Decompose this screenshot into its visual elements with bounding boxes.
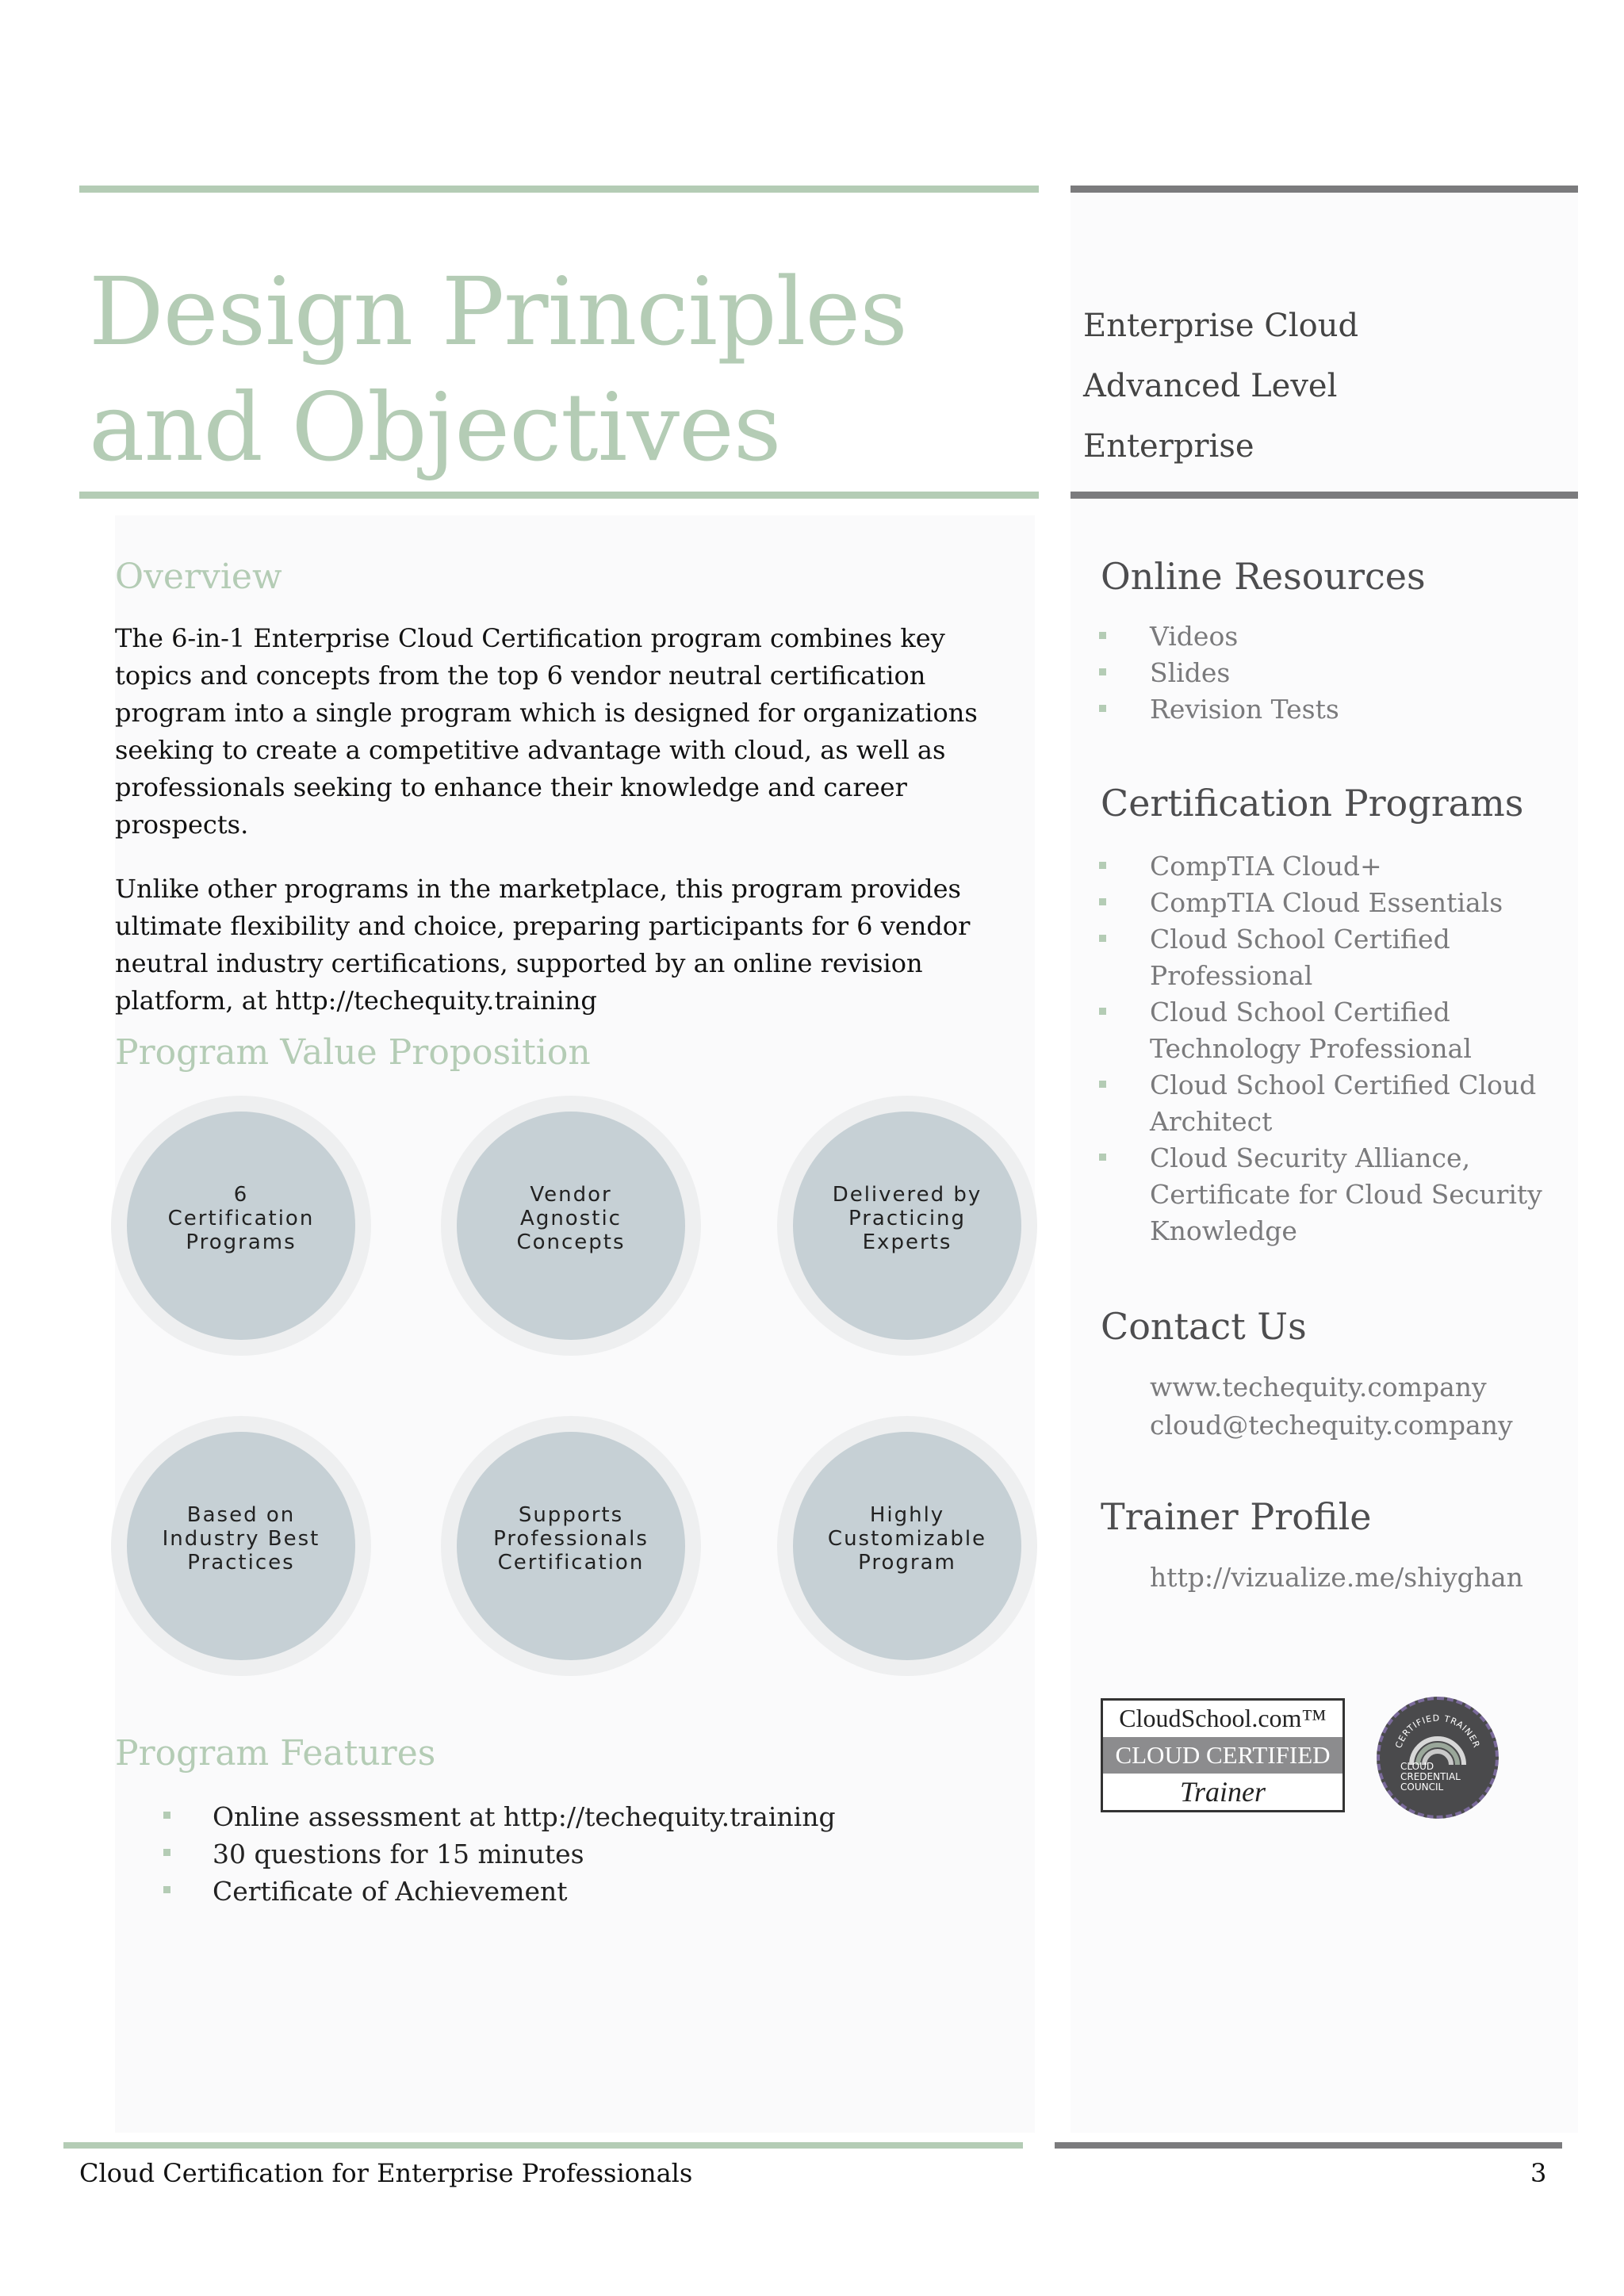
online-resources-list: [1099, 618, 1543, 728]
bullet-icon: [1099, 898, 1106, 905]
list-item-label: Online assessment at http://techequity.training: [213, 1801, 836, 1832]
value-circle-label: Highly Customizable Program: [827, 1503, 987, 1575]
overview-paragraph: The 6-in-1 Enterprise Cloud Certification program combines key topics and concepts from the top 6 vendor neutral certification program into a single program which is designed for organizations seeking to create a competitive advantage with cloud, as well as professionals seeking to enhance their knowledge and career prospects.: [115, 623, 978, 840]
trainer-profile-heading: Trainer Profile: [1101, 1495, 1372, 1538]
list-item: [1099, 921, 1543, 994]
bullet-icon: [1099, 862, 1106, 869]
value-circle: [111, 1096, 371, 1356]
program-features-list: [163, 1798, 996, 1910]
value-circle: [441, 1416, 701, 1676]
bullet-icon: [163, 1812, 170, 1819]
badge-brand: CloudSchool.com™: [1119, 1704, 1327, 1732]
bullet-icon: [1099, 1154, 1106, 1161]
list-item-label: Videos: [1150, 621, 1239, 652]
title-rule-green: [79, 492, 1039, 499]
meta-item: Enterprise: [1083, 428, 1254, 465]
value-circle-label: Vendor Agnostic Concepts: [516, 1183, 626, 1254]
list-item: [1099, 885, 1543, 921]
online-resources-heading: Online Resources: [1101, 555, 1426, 598]
trainer-profile-link[interactable]: http://vizualize.me/shiyghan: [1150, 1562, 1523, 1593]
value-circle: [441, 1096, 701, 1356]
certification-programs-heading: Certification Programs: [1101, 782, 1524, 825]
footer-title: Cloud Certification for Enterprise Professionals: [79, 2158, 693, 2188]
seal-text: CLOUD CREDENTIAL COUNCIL: [1400, 1761, 1461, 1793]
footer-rule-grey: [1055, 2142, 1562, 2149]
list-item: [1099, 1140, 1543, 1249]
seal-ring-label: CERTIFIED TRAINER: [1393, 1712, 1482, 1750]
overview-paragraph: Unlike other programs in the marketplace, this program provides ultimate flexibility and choice, preparing participants for 6 vendor neutral industry certifications, supported by an online revision platform, at http://techequity.training: [115, 874, 971, 1016]
list-item: [163, 1835, 996, 1873]
meta-item: Enterprise Cloud: [1083, 308, 1359, 344]
value-circle-label: 6 Certification Programs: [167, 1183, 315, 1254]
bullet-icon: [1099, 632, 1106, 639]
list-item: [1099, 848, 1543, 885]
bullet-icon: [1099, 668, 1106, 675]
list-item-label: Cloud School Certified Cloud Architect: [1150, 1070, 1537, 1137]
value-circle: [777, 1096, 1037, 1356]
bullet-icon: [1099, 705, 1106, 712]
meta-rule-grey: [1071, 492, 1578, 499]
badge-role: Trainer: [1179, 1776, 1266, 1808]
value-proposition-heading: Program Value Proposition: [115, 1032, 591, 1073]
page-title-line2: and Objectives: [89, 373, 781, 482]
list-item-label: Revision Tests: [1150, 694, 1339, 725]
bullet-icon: [1099, 1081, 1106, 1088]
badge-certified: CLOUD CERTIFIED: [1103, 1737, 1342, 1774]
list-item: [1099, 655, 1543, 691]
list-item-label: Cloud Security Alliance, Certificate for Cloud Security Knowledge: [1150, 1142, 1542, 1246]
list-item-label: Cloud School Certified Technology Professional: [1150, 997, 1472, 1064]
value-circle-label: Supports Professionals Certification: [493, 1503, 649, 1575]
overview-heading: Overview: [115, 557, 282, 597]
page-title-line1: Design Principles: [89, 257, 907, 366]
value-circle: [111, 1416, 371, 1676]
list-item-label: Cloud School Certified Professional: [1150, 924, 1450, 991]
list-item: [1099, 1067, 1543, 1140]
list-item: [1099, 994, 1543, 1067]
footer-rule-green: [63, 2142, 1023, 2149]
list-item: [163, 1873, 996, 1910]
page-title: [89, 254, 1040, 485]
bullet-icon: [1099, 935, 1106, 942]
top-rule-grey: [1071, 186, 1578, 193]
program-features-heading: Program Features: [115, 1733, 436, 1774]
value-circle: [777, 1416, 1037, 1676]
list-item: [1099, 691, 1543, 728]
value-circle-label: Based on Industry Best Practices: [162, 1503, 320, 1575]
top-rule-green: [79, 186, 1039, 193]
list-item-label: Slides: [1150, 657, 1231, 688]
overview-body: [115, 620, 1027, 1047]
list-item-label: 30 questions for 15 minutes: [213, 1839, 584, 1869]
list-item-label: CompTIA Cloud Essentials: [1150, 887, 1503, 918]
bullet-icon: [163, 1886, 170, 1893]
list-item: [163, 1798, 996, 1835]
cloudschool-trainer-badge: [1101, 1698, 1345, 1812]
list-item-label: Certificate of Achievement: [213, 1876, 568, 1907]
bullet-icon: [1099, 1008, 1106, 1015]
meta-item: Advanced Level: [1083, 368, 1338, 404]
page-number: 3: [1530, 2158, 1547, 2188]
contact-website-link[interactable]: www.techequity.company: [1150, 1372, 1487, 1402]
value-circle-label: Delivered by Practicing Experts: [832, 1183, 982, 1254]
list-item: [1099, 618, 1543, 655]
contact-heading: Contact Us: [1101, 1305, 1307, 1348]
contact-email-link[interactable]: cloud@techequity.company: [1150, 1410, 1513, 1441]
certification-programs-list: [1099, 848, 1543, 1249]
credential-council-seal: [1377, 1697, 1499, 1819]
bullet-icon: [163, 1849, 170, 1856]
list-item-label: CompTIA Cloud+: [1150, 851, 1382, 882]
